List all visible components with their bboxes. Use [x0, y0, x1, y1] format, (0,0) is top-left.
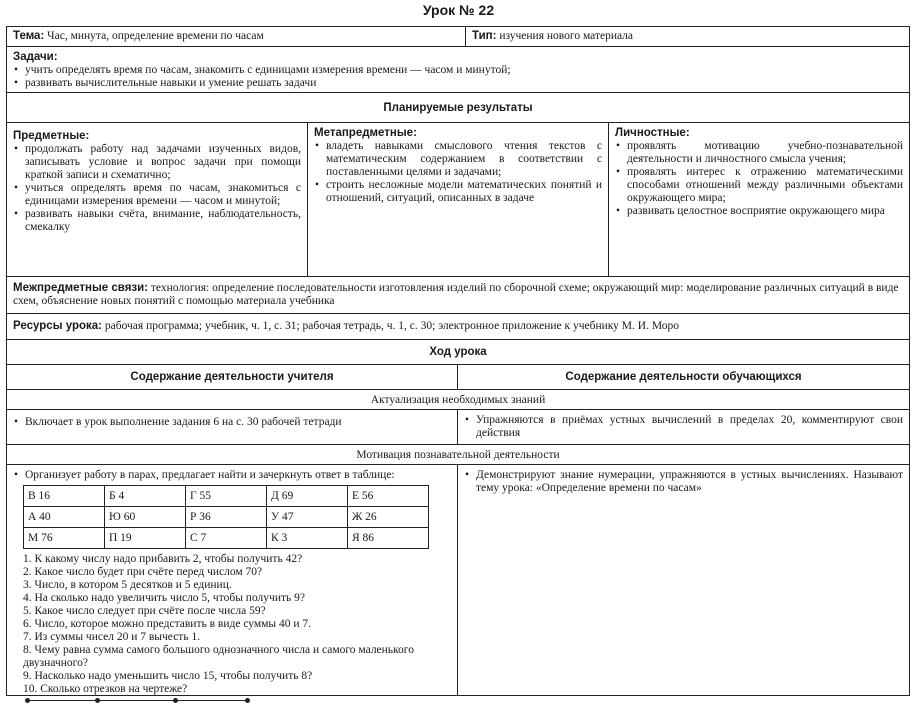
question-item: 10. Сколько отрезков на чертеже?: [23, 683, 188, 695]
list-item: • владеть навыками смыслового чтения текстов с математическим содержанием в соответствии с поставленными целями и задачами;: [314, 140, 602, 179]
question-item: 9. Насколько надо уменьшить число 15, чтобы получить 8?: [23, 670, 313, 682]
subject-results-label: Предметные:: [13, 130, 90, 142]
teacher-column-heading: Содержание деятельности учителя: [130, 370, 334, 383]
list-item: • проявлять интерес к отражению математическими способами отношений между различными объектами окружающего мира;: [615, 166, 903, 205]
interdisciplinary-label: Межпредметные связи:: [13, 282, 149, 294]
meta-results-list: [314, 140, 602, 205]
stage2-teacher-intro: • Организует работу в парах, предлагает найти и зачеркнуть ответ в таблице:: [13, 469, 451, 482]
resources-label: Ресурсы урока:: [13, 320, 102, 332]
stage1-heading: Актуализация необходимых знаний: [370, 393, 546, 406]
list-item: • развивать навыки счёта, внимание, наблюдательность, смекалку: [13, 208, 301, 234]
list-item: • продолжать работу над задачами изученных видов, записывать условие и вопрос задачи при помощи краткой записи и схематично;: [13, 143, 301, 182]
type-value: изучения нового материала: [499, 30, 634, 42]
table-cell: Ю 60: [105, 507, 186, 528]
list-item: • строить несложные модели математических понятий и отношений, ситуаций, описанных в задаче: [314, 179, 602, 205]
stage2-row: [7, 465, 909, 695]
planned-results-heading-row: [7, 93, 909, 123]
results-row: [7, 123, 909, 277]
list-item: • развивать целостное восприятие окружающего мира: [615, 205, 903, 218]
questions-list: [13, 553, 451, 696]
table-row: [24, 528, 429, 549]
subject-results-list: [13, 143, 301, 234]
personal-results-label: Личностные:: [615, 127, 690, 139]
tasks-row: [7, 47, 909, 93]
stage1-teacher-activity: • Включает в урок выполнение задания 6 на с. 30 рабочей тетради: [13, 416, 451, 429]
table-cell: Б 4: [105, 486, 186, 507]
topic-label: Тема:: [13, 30, 45, 42]
table-cell: Р 36: [186, 507, 267, 528]
resources-text: рабочая программа; учебник, ч. 1, с. 31; рабочая тетрадь, ч. 1, с. 30; электронное приложение к учебнику М. И. Моро: [104, 320, 680, 332]
interdisciplinary-row: [7, 277, 909, 314]
interdisciplinary-text: технология: определение последовательности изготовления изделий по сборочной схеме; окружающий мир: моделирование различных ситуаций в виде схем, объяснение новых понятий с помощью материала учебника: [13, 282, 899, 307]
meta-results-label: Метапредметные:: [314, 127, 417, 139]
stage1-heading-row: [7, 390, 909, 410]
question-item: 4. На сколько надо увеличить число 5, чтобы получить 9?: [23, 592, 305, 604]
activity-columns-row: [7, 365, 909, 390]
question-item: 6. Число, которое можно представить в виде суммы 40 и 7.: [23, 618, 312, 630]
page-title: Урок № 22: [422, 2, 495, 18]
table-row: [24, 486, 429, 507]
student-column-heading: Содержание деятельности обучающихся: [565, 370, 802, 383]
table-cell: К 3: [267, 528, 348, 549]
answer-table: [23, 485, 429, 549]
question-item: 5. Какое число следует при счёте после числа 59?: [23, 605, 266, 617]
table-row: [24, 507, 429, 528]
list-item: • проявлять мотивацию учебно-познавательной деятельности и личностного смысла учения;: [615, 140, 903, 166]
stage2-heading: Мотивация познавательной деятельности: [356, 448, 560, 461]
question-item: 8. Чему равна сумма самого большого однозначного числа и самого маленького двузначного?: [23, 644, 414, 669]
question-item: 3. Число, в котором 5 десятков и 5 единиц.: [23, 579, 232, 591]
table-cell: Е 56: [348, 486, 429, 507]
topic-row: [7, 27, 909, 47]
personal-results-list: [615, 140, 903, 218]
resources-row: [7, 314, 909, 340]
table-cell: Д 69: [267, 486, 348, 507]
table-cell: Ж 26: [348, 507, 429, 528]
stage1-row: [7, 410, 909, 445]
lesson-flow-heading-row: [7, 340, 909, 365]
table-cell: П 19: [105, 528, 186, 549]
task-item: • учить определять время по часам, знакомить с единицами измерения времени — часом и минутой;: [13, 64, 903, 77]
tasks-list: [13, 64, 903, 90]
tasks-label: Задачи:: [13, 51, 58, 63]
table-cell: М 76: [24, 528, 105, 549]
lesson-plan-table: [6, 26, 910, 696]
table-cell: В 16: [24, 486, 105, 507]
table-cell: Я 86: [348, 528, 429, 549]
table-cell: С 7: [186, 528, 267, 549]
lesson-flow-heading: Ход урока: [429, 346, 487, 358]
planned-results-heading: Планируемые результаты: [383, 101, 533, 114]
stage2-student-activity: • Демонстрируют знание нумерации, упражняются в устных вычислениях. Называют тему урока: «Определение времени по часам»: [464, 469, 903, 495]
question-item: 1. К какому числу надо прибавить 2, чтобы получить 42?: [23, 553, 303, 565]
question-item: 7. Из суммы чисел 20 и 7 вычесть 1.: [23, 631, 201, 643]
stage1-student-activity: • Упражняются в приёмах устных вычислений в пределах 20, комментируют свои действия: [464, 414, 903, 440]
list-item: • учиться определять время по часам, знакомиться с единицами измерения времени — часом и минутой;: [13, 182, 301, 208]
question-item: 2. Какое число будет при счёте перед числом 70?: [23, 566, 263, 578]
topic-value: Час, минута, определение времени по часам: [47, 30, 264, 42]
table-cell: А 40: [24, 507, 105, 528]
stage2-heading-row: [7, 445, 909, 465]
table-cell: У 47: [267, 507, 348, 528]
type-label: Тип:: [472, 30, 497, 42]
table-cell: Г 55: [186, 486, 267, 507]
task-item: • развивать вычислительные навыки и умение решать задачи: [13, 77, 903, 90]
